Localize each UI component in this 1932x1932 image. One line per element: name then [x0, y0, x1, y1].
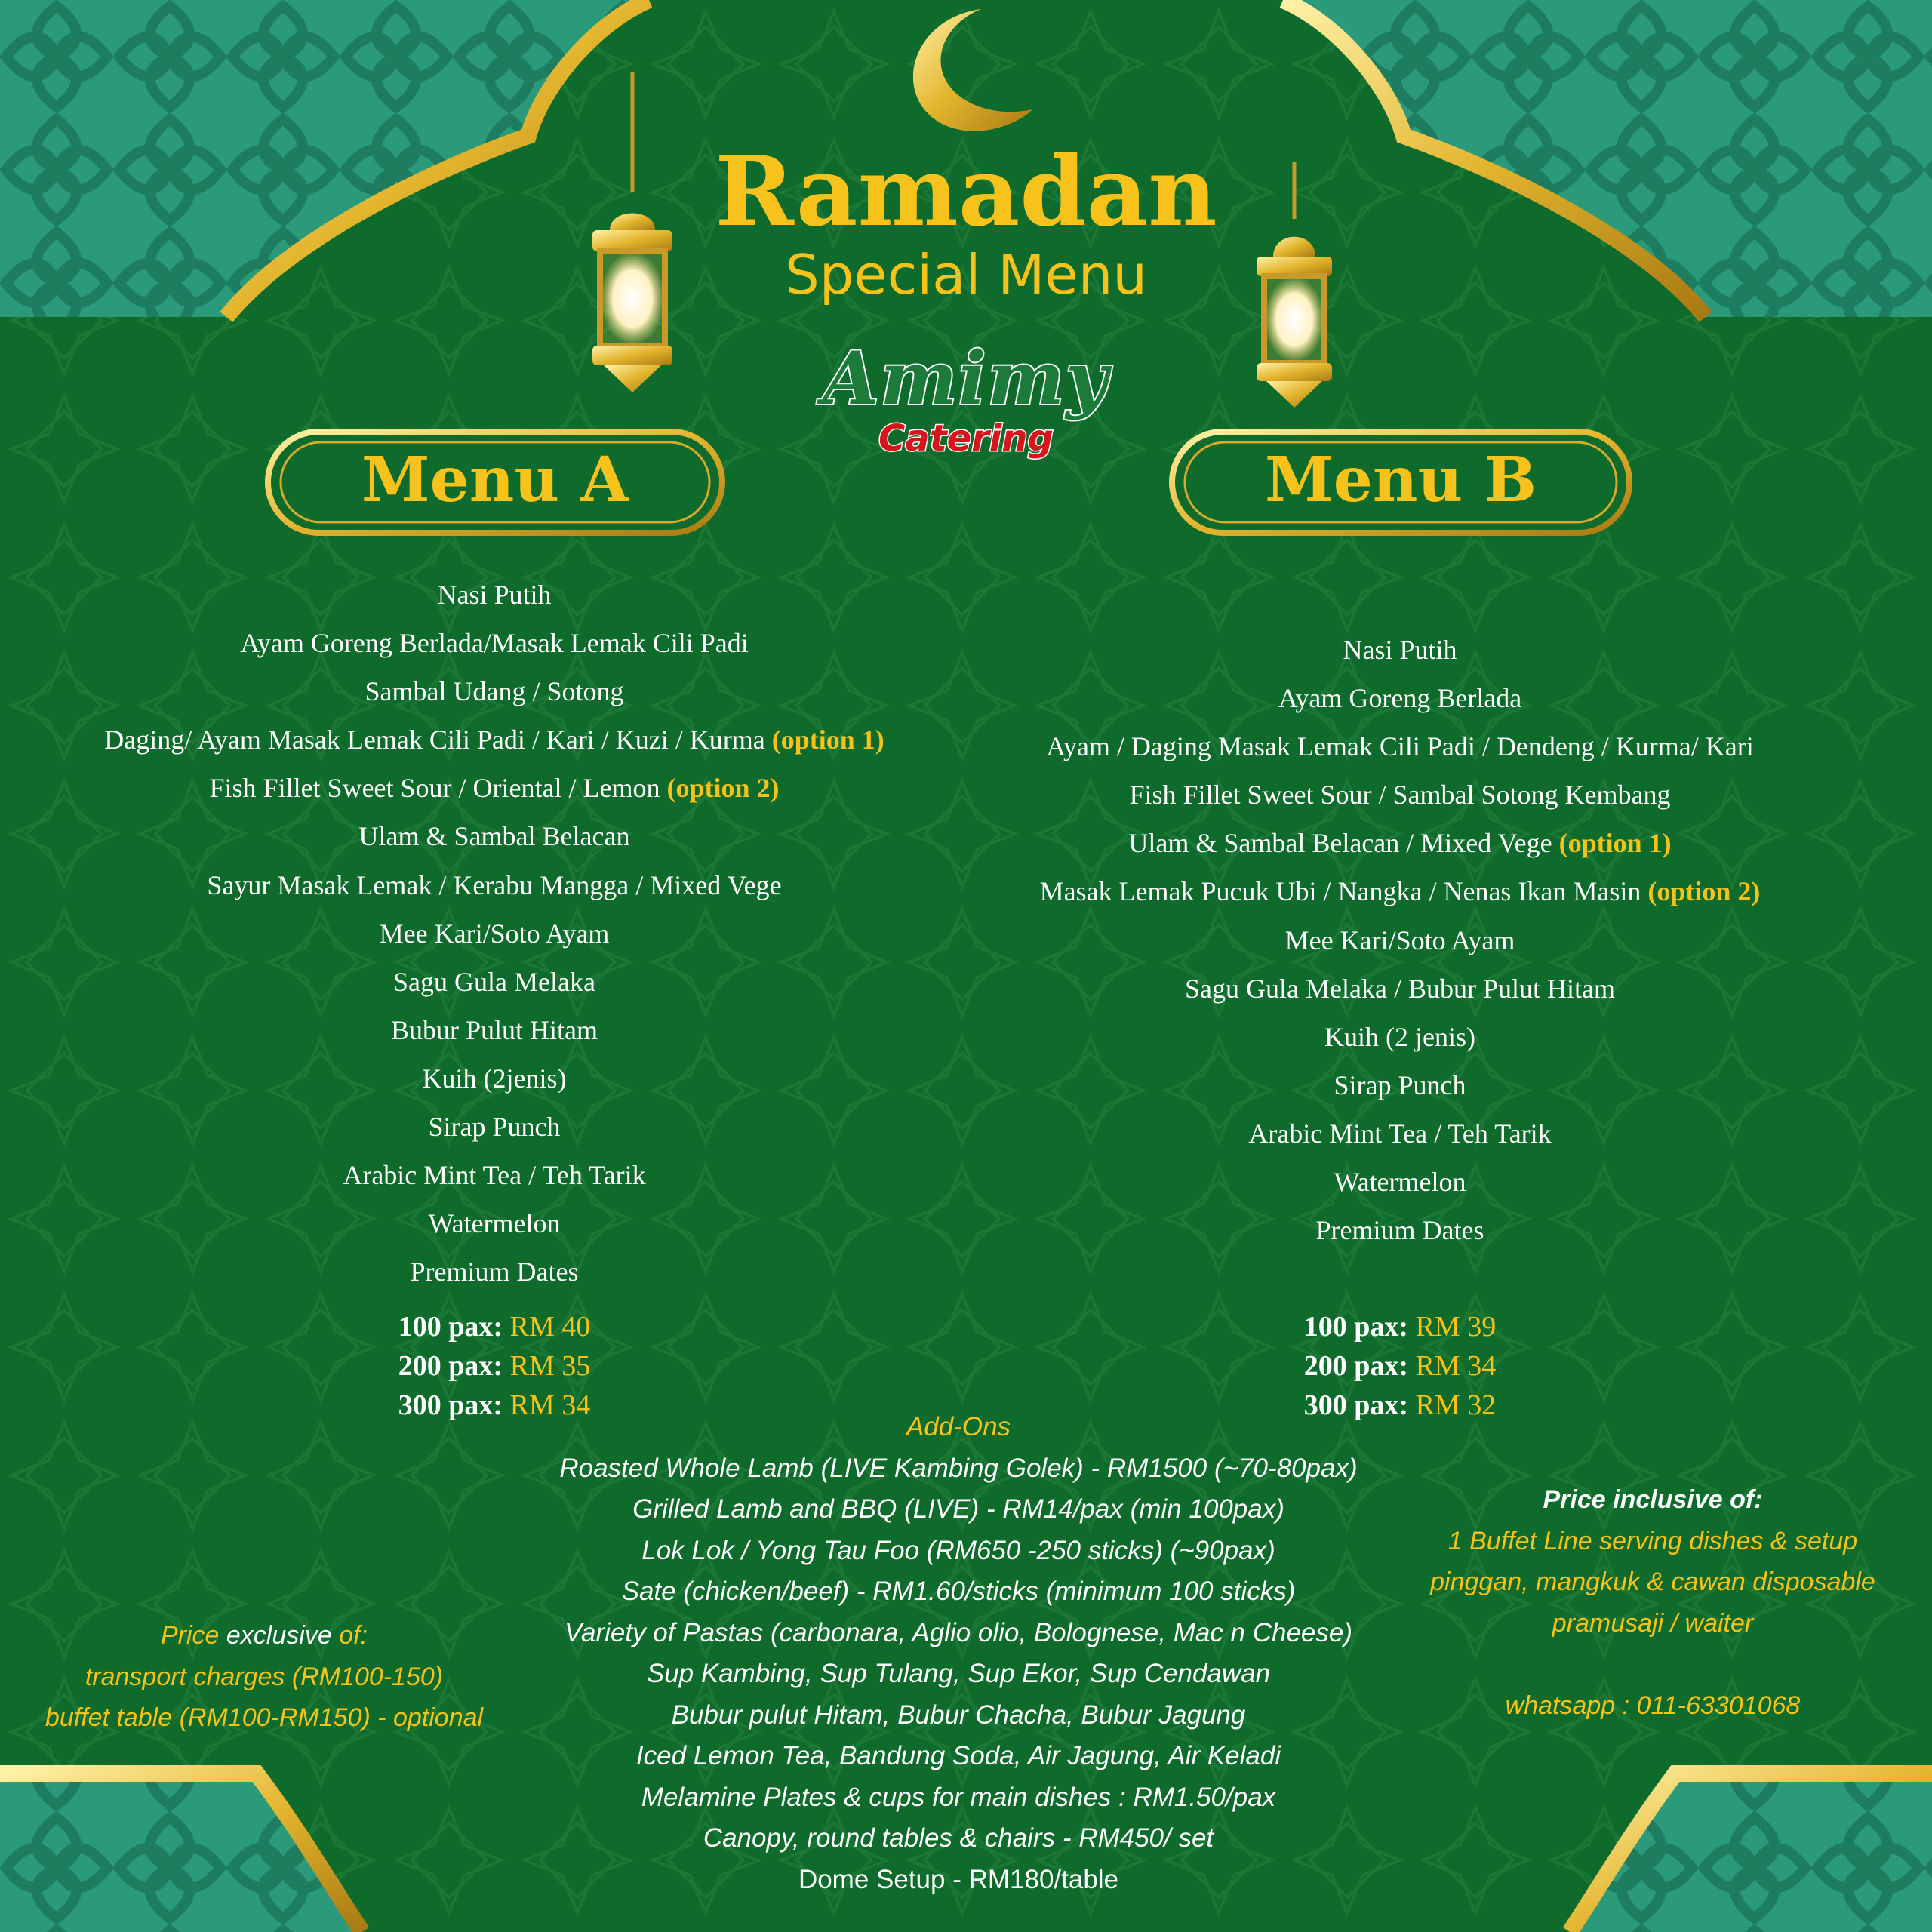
menu-item-text: Kuih (2jenis)	[422, 1063, 567, 1094]
menu-item-text: Sirap Punch	[428, 1112, 561, 1143]
addon-item: Sate (chicken/beef) - RM1.60/sticks (minimum 100 sticks)	[621, 1577, 1296, 1606]
price-value: RM 34	[1415, 1350, 1497, 1382]
menu-item-text: Sambal Udang / Sotong	[365, 676, 624, 707]
menu-item	[15, 958, 974, 1006]
menu-item-text: Fish Fillet Sweet Sour / Sambal Sotong Kembang	[1129, 780, 1671, 811]
menu-item	[958, 1061, 1841, 1109]
menu-item	[15, 619, 974, 667]
menu-item	[15, 1006, 974, 1054]
menu-item-text: Mee Kari/Soto Ayam	[1284, 924, 1515, 955]
menu-item	[15, 1054, 974, 1103]
price-row	[1211, 1307, 1589, 1346]
menu-item-text: Sayur Masak Lemak / Kerabu Mangga / Mixed Vege	[207, 869, 782, 900]
price-value: RM 39	[1415, 1311, 1497, 1343]
menu-item-option: (option 2)	[666, 773, 780, 804]
menu-item	[15, 667, 974, 715]
menu-item	[958, 1158, 1841, 1206]
addons-heading: Add-Ons	[906, 1412, 1011, 1441]
menu-item	[15, 715, 974, 764]
menu-item	[15, 812, 974, 860]
menu-item	[958, 1206, 1841, 1254]
price-value: RM 35	[509, 1350, 591, 1382]
price-pax: 200 pax:	[398, 1350, 510, 1382]
addon-item: Grilled Lamb and BBQ (LIVE) - RM14/pax (min 100pax)	[632, 1494, 1284, 1524]
addon-item: Lok Lok / Yong Tau Foo (RM650 -250 sticks) (~90pax)	[641, 1535, 1275, 1565]
inclusive-item: pramusaji / waiter	[1552, 1608, 1754, 1638]
menu-item-text: Nasi Putih	[1343, 635, 1457, 665]
menu-item-text: Ayam Goreng Berlada/Masak Lemak Cili Padi	[240, 628, 749, 659]
exclusive-item: buffet table (RM100-RM150) - optional	[45, 1703, 484, 1732]
menu-item-text: Bubur Pulut Hitam	[390, 1014, 598, 1045]
menu-item-option: (option 1)	[771, 724, 884, 755]
menu-item	[958, 819, 1841, 867]
menu-item-text: Arabic Mint Tea / Teh Tarik	[1248, 1118, 1552, 1149]
menu-item	[15, 861, 974, 909]
menu-item-text: Sagu Gula Melaka / Bubur Pulut Hitam	[1185, 973, 1615, 1004]
exclusive-word: exclusive	[219, 1621, 340, 1650]
menu-item-text: Fish Fillet Sweet Sour / Oriental / Lemon	[209, 773, 667, 804]
menu-item	[958, 867, 1841, 915]
menu-item-option: (option 2)	[1647, 876, 1761, 907]
exclusive-word: Price	[160, 1621, 220, 1650]
addon-item: Variety of Pastas (carbonara, Aglio olio, Bolognese, Mac n Cheese)	[564, 1617, 1353, 1647]
menu-a-list	[15, 571, 974, 1296]
menu-item-text: Watermelon	[1334, 1167, 1466, 1198]
menu-item-text: Watermelon	[428, 1208, 561, 1239]
menu-item-text: Sirap Punch	[1334, 1069, 1466, 1100]
menu-a-badge: Menu A	[361, 444, 629, 516]
addons-section	[483, 1407, 1434, 1900]
menu-item-text: Ayam / Daging Masak Lemak Cili Padi / Dendeng / Kurma/ Kari	[1046, 731, 1754, 762]
addon-item: Roasted Whole Lamb (LIVE Kambing Golek) - RM1500 (~70-80pax)	[559, 1453, 1358, 1483]
price-row	[1211, 1346, 1589, 1386]
price-row	[306, 1346, 683, 1386]
price-value: RM 40	[509, 1311, 591, 1343]
menu-item	[15, 1103, 974, 1151]
addon-item: Bubur pulut Hitam, Bubur Chacha, Bubur Jagung	[671, 1700, 1246, 1730]
menu-item	[15, 1247, 974, 1296]
menu-b-badge: Menu B	[1264, 444, 1537, 516]
menu-item	[15, 909, 974, 958]
page-title: Ramadan	[715, 136, 1217, 248]
logo-catering: Catering	[878, 417, 1054, 460]
menu-item-text: Nasi Putih	[437, 580, 552, 610]
menu-b-list	[958, 626, 1841, 1254]
menu-item	[15, 764, 974, 812]
addon-item: Dome Setup - RM180/table	[798, 1864, 1119, 1894]
menu-item	[958, 771, 1841, 819]
exclusive-word: of:	[339, 1621, 368, 1650]
menu-item	[958, 722, 1841, 771]
menu-item	[958, 964, 1841, 1013]
price-pax: 100 pax:	[1303, 1311, 1416, 1343]
exclusive-item: transport charges (RM100-150)	[85, 1662, 444, 1691]
menu-item	[15, 1199, 974, 1247]
menu-item	[958, 1013, 1841, 1061]
price-value: RM 32	[1415, 1389, 1497, 1421]
menu-item-text: Arabic Mint Tea / Teh Tarik	[343, 1160, 646, 1191]
addon-item: Melamine Plates & cups for main dishes : RM1.50/pax	[641, 1782, 1276, 1812]
price-inclusive-heading: Price inclusive of:	[1543, 1485, 1763, 1514]
menu-item	[958, 674, 1841, 722]
logo-amimy: Amimy	[823, 336, 1109, 421]
price-value: RM 34	[509, 1389, 591, 1421]
menu-item	[958, 916, 1841, 964]
menu-item-text: Ayam Goreng Berlada	[1278, 683, 1522, 714]
menu-item-text: Sagu Gula Melaka	[393, 966, 595, 997]
menu-item-text: Ulam & Sambal Belacan	[358, 821, 630, 852]
menu-item-text: Daging/ Ayam Masak Lemak Cili Padi / Kari / Kuzi / Kurma	[104, 724, 772, 755]
menu-item-text: Premium Dates	[1315, 1215, 1484, 1246]
price-exclusive	[0, 1615, 528, 1739]
menu-item	[15, 571, 974, 619]
addon-item: Iced Lemon Tea, Bandung Soda, Air Jagung, Air Keladi	[635, 1741, 1281, 1770]
inclusive-item: pinggan, mangkuk & cawan disposable	[1430, 1567, 1875, 1596]
menu-item-text: Masak Lemak Pucuk Ubi / Nangka / Nenas Ikan Masin	[1039, 876, 1648, 907]
whatsapp-contact: whatsapp : 011-63301068	[1505, 1690, 1801, 1720]
menu-item-text: Mee Kari/Soto Ayam	[379, 918, 610, 949]
addon-item: Canopy, round tables & chairs - RM450/ set	[703, 1823, 1214, 1853]
price-inclusive	[1374, 1479, 1932, 1726]
inclusive-item: 1 Buffet Line serving dishes & setup	[1447, 1526, 1858, 1555]
price-pax: 300 pax:	[398, 1389, 510, 1421]
price-pax: 200 pax:	[1303, 1350, 1416, 1382]
addon-item: Sup Kambing, Sup Tulang, Sup Ekor, Sup Cendawan	[646, 1659, 1271, 1688]
price-row	[306, 1307, 683, 1346]
menu-item	[15, 1151, 974, 1199]
menu-item	[958, 626, 1841, 674]
price-pax: 100 pax:	[398, 1311, 510, 1343]
menu-item-option: (option 1)	[1558, 828, 1672, 859]
menu-item-text: Ulam & Sambal Belacan / Mixed Vege	[1128, 828, 1559, 859]
menu-item	[958, 1109, 1841, 1158]
page-subtitle: Special Menu	[785, 243, 1147, 306]
menu-item-text: Kuih (2 jenis)	[1324, 1021, 1475, 1052]
spacer	[1374, 1644, 1932, 1685]
price-pax: 300 pax:	[1303, 1389, 1416, 1421]
price-exclusive-heading	[0, 1615, 528, 1657]
menu-item-text: Premium Dates	[410, 1257, 579, 1287]
